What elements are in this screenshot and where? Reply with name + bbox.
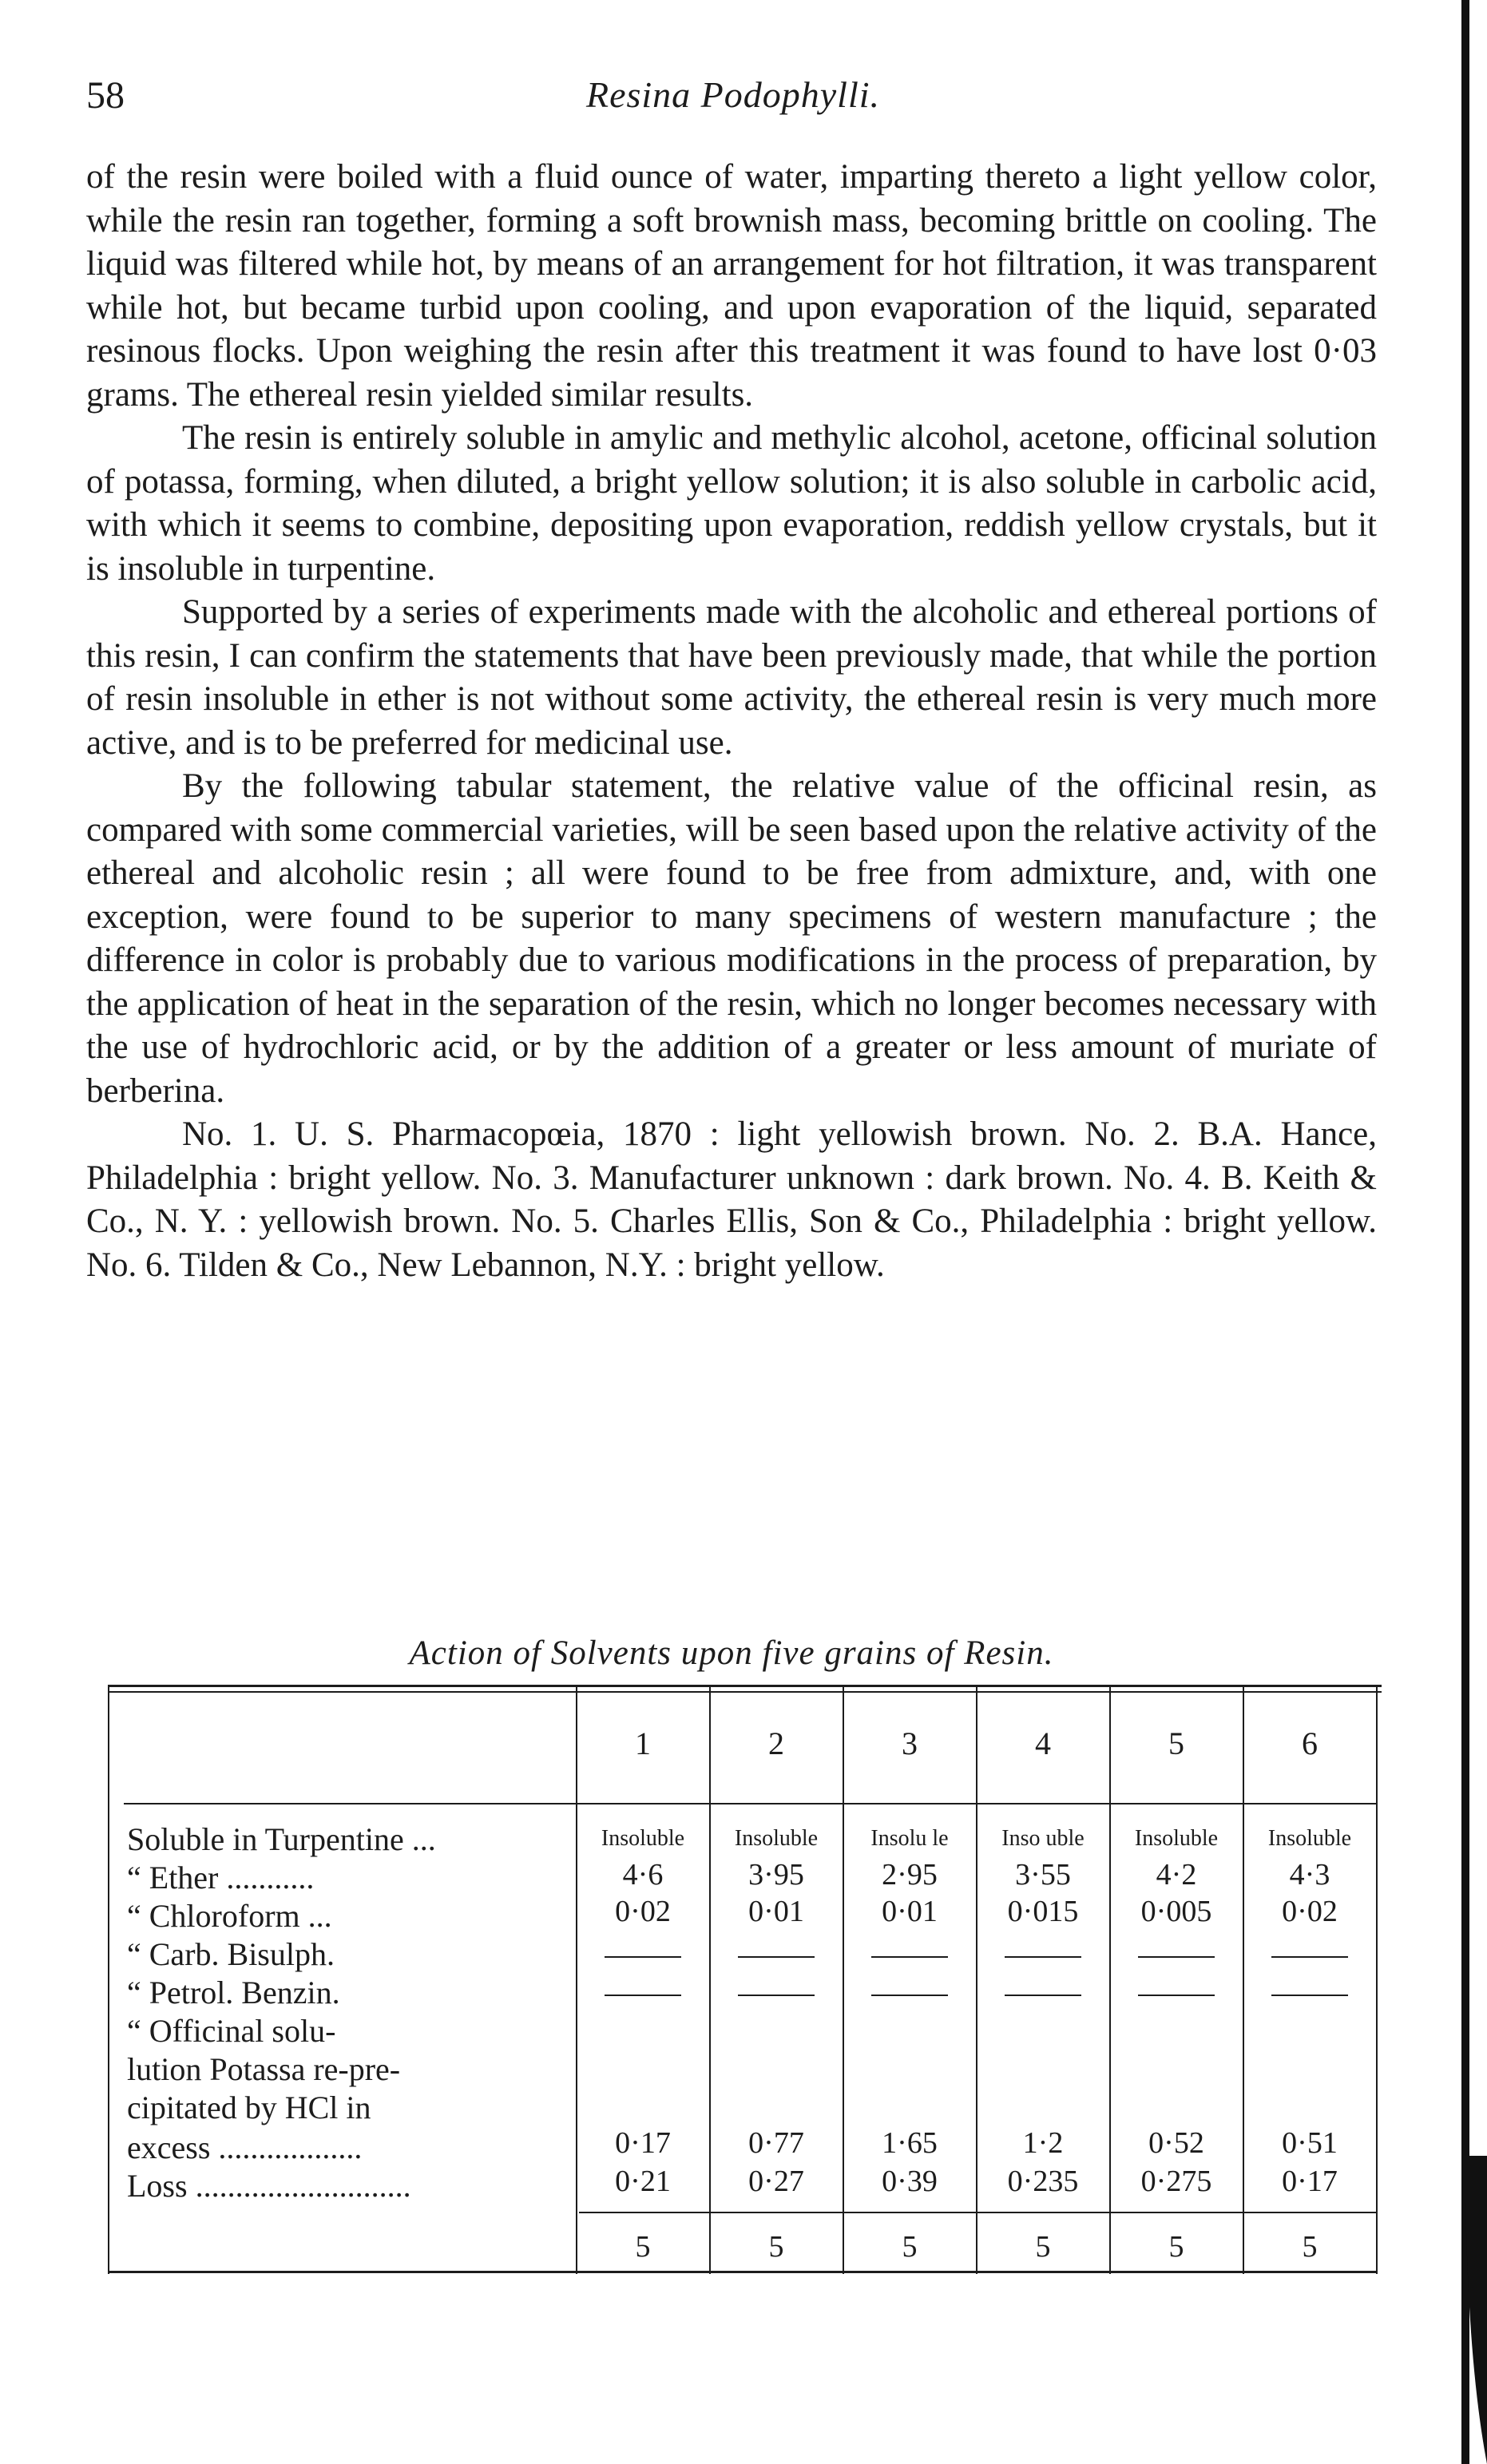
cell-chloroform-3: 0·01 — [882, 1895, 938, 1928]
cell-total-1: 5 — [635, 2230, 651, 2264]
column-rule — [1376, 1685, 1378, 2274]
cell-turpentine-6: Insoluble — [1267, 1826, 1352, 1851]
cell-total-4: 5 — [1035, 2230, 1051, 2264]
dash-carb-3 — [871, 1956, 948, 1958]
solvents-table — [100, 1685, 1382, 2292]
row-label-potassa-line1: “ Officinal solu- — [127, 2013, 336, 2049]
cell-potassa-1: 0·17 — [615, 2126, 671, 2160]
totals-rule — [579, 2212, 1378, 2213]
running-title: Resina Podophylli. — [585, 74, 881, 115]
row-label-loss: Loss ........................... — [127, 2168, 411, 2204]
column-rule — [576, 1685, 577, 2274]
cell-loss-6: 0·17 — [1282, 2165, 1338, 2198]
cell-ether-3: 2·95 — [882, 1858, 938, 1892]
column-rule — [709, 1685, 711, 2274]
column-rule — [976, 1685, 977, 2274]
body-text — [86, 156, 1377, 1287]
page-number: 58 — [86, 74, 125, 117]
cell-chloroform-4: 0·015 — [1007, 1895, 1079, 1928]
table-left-rule — [108, 1685, 109, 2274]
cell-total-3: 5 — [902, 2230, 918, 2264]
cell-loss-3: 0·39 — [882, 2165, 938, 2198]
cell-ether-4: 3·55 — [1015, 1858, 1071, 1892]
dash-benzin-4 — [1005, 1995, 1081, 1996]
dash-carb-4 — [1005, 1956, 1081, 1958]
cell-turpentine-2: Insoluble — [734, 1826, 819, 1851]
table-top-rule-inner — [108, 1691, 1382, 1693]
cell-total-6: 5 — [1302, 2230, 1318, 2264]
row-label-petrol-benzin: “ Petrol. Benzin. — [127, 1975, 340, 2010]
column-header: 3 — [902, 1725, 918, 1761]
dash-benzin-6 — [1271, 1995, 1348, 1996]
table-bottom-rule — [108, 2271, 1378, 2273]
column-header: 2 — [768, 1725, 784, 1761]
row-label-potassa-line2: lution Potassa re-pre- — [127, 2051, 401, 2087]
column-header: 4 — [1035, 1725, 1051, 1761]
column-rule — [1243, 1685, 1244, 2274]
cell-chloroform-6: 0·02 — [1282, 1895, 1338, 1928]
cell-loss-1: 0·21 — [615, 2165, 671, 2198]
dash-benzin-1 — [605, 1995, 681, 1996]
row-label-potassa-line4: excess .................. — [127, 2129, 363, 2165]
row-label-turpentine: Soluble in Turpentine ... — [127, 1821, 436, 1857]
column-header: 6 — [1302, 1725, 1318, 1761]
cell-chloroform-5: 0·005 — [1140, 1895, 1212, 1928]
cell-total-2: 5 — [768, 2230, 784, 2264]
paragraph: Supported by a series of experiments made with the alcoholic and ethereal portions of this resin, I can confirm the statements that have been previously made, that while the portion of resin insoluble in ether is not without some activity, the ethereal resin is very much more active, and is to be preferred for medicinal use. — [86, 593, 1377, 762]
cell-chloroform-1: 0·02 — [615, 1895, 671, 1928]
dash-benzin-2 — [738, 1995, 815, 1996]
cell-potassa-2: 0·77 — [748, 2126, 804, 2160]
cell-potassa-4: 1·2 — [1022, 2126, 1064, 2160]
cell-ether-6: 4·3 — [1289, 1858, 1330, 1892]
row-label-potassa-line3: cipitated by HCl in — [127, 2090, 371, 2125]
paragraph: The resin is entirely soluble in amylic and methylic alcohol, acetone, officinal solution of potassa, forming, when diluted, a bright yellow solution; it is also soluble in carbolic acid, with which it seems to combine, depositing upon evaporation, reddish yellow crystals, but it is insoluble in turpentine. — [86, 419, 1377, 588]
dash-carb-5 — [1138, 1956, 1215, 1958]
paragraph: of the resin were boiled with a fluid ounce of water, imparting thereto a light yellow color, while the resin ran together, forming a soft brownish mass, becoming brittle on cooling. The liquid was filtered while hot, by means of an arrangement for hot filtration, it was transparent while hot, but became turbid upon cooling, and upon evaporation of the liquid, separated resinous flocks. Upon weighing the resin after this treatment it was found to have lost 0·03 grams. The ethereal resin yielded similar results. — [86, 158, 1377, 414]
column-rule — [843, 1685, 844, 2274]
table-caption: Action of Solvents upon five grains of Resin. — [409, 1634, 1054, 1672]
cell-potassa-3: 1·65 — [882, 2126, 938, 2160]
dash-carb-1 — [605, 1956, 681, 1958]
column-rule — [1109, 1685, 1111, 2274]
cell-loss-2: 0·27 — [748, 2165, 804, 2198]
paragraph: By the following tabular statement, the relative value of the officinal resin, as compared with some commercial varieties, will be seen based upon the relative activity of the ethereal and alcoholic resin ; all were found to be free from admixture, and, with one exception, were found to be superior to many specimens of western manufacture ; the difference in color is probably due to various modifications in the process of preparation, by the application of heat in the separation of the resin, which no longer becomes necessary with the use of hydrochloric acid, or by the addition of a greater or less amount of muriate of berberina. — [86, 767, 1377, 1110]
row-label-carb-bisulph: “ Carb. Bisulph. — [127, 1936, 335, 1972]
dash-benzin-3 — [871, 1995, 948, 1996]
cell-loss-4: 0·235 — [1007, 2165, 1079, 2198]
cell-ether-2: 3·95 — [748, 1858, 804, 1892]
cell-potassa-5: 0·52 — [1148, 2126, 1204, 2160]
binding-edge — [1447, 0, 1487, 2464]
column-header: 5 — [1168, 1725, 1184, 1761]
dash-carb-6 — [1271, 1956, 1348, 1958]
header-rule — [124, 1803, 1378, 1804]
paragraph: No. 1. U. S. Pharmacopœia, 1870 : light yellowish brown. No. 2. B.A. Hance, Philadelphia : bright yellow. No. 3. Manufacturer unknown : dark brown. No. 4. B. Keith & Co., N. Y. : yellowish brown. No. 5. Charles Ellis, Son & Co., Philadelphia : bright yellow. No. 6. Tilden & Co., New Lebannon, N.Y. : bright yellow. — [86, 1115, 1377, 1284]
cell-ether-5: 4·2 — [1156, 1858, 1197, 1892]
cell-ether-1: 4·6 — [622, 1858, 664, 1892]
dash-benzin-5 — [1138, 1995, 1215, 1996]
column-header: 1 — [635, 1725, 651, 1761]
row-label-chloroform: “ Chloroform ... — [127, 1898, 332, 1934]
cell-turpentine-5: Insoluble — [1134, 1826, 1219, 1851]
dash-carb-2 — [738, 1956, 815, 1958]
page-header — [86, 73, 1380, 137]
cell-loss-5: 0·275 — [1140, 2165, 1212, 2198]
cell-total-5: 5 — [1168, 2230, 1184, 2264]
cell-turpentine-4: Inso uble — [1001, 1826, 1085, 1851]
cell-potassa-6: 0·51 — [1282, 2126, 1338, 2160]
cell-turpentine-3: Insolu le — [870, 1826, 949, 1851]
cell-chloroform-2: 0·01 — [748, 1895, 804, 1928]
table-top-rule — [108, 1685, 1382, 1687]
cell-turpentine-1: Insoluble — [601, 1826, 685, 1851]
row-label-ether: “ Ether ........... — [127, 1860, 315, 1896]
